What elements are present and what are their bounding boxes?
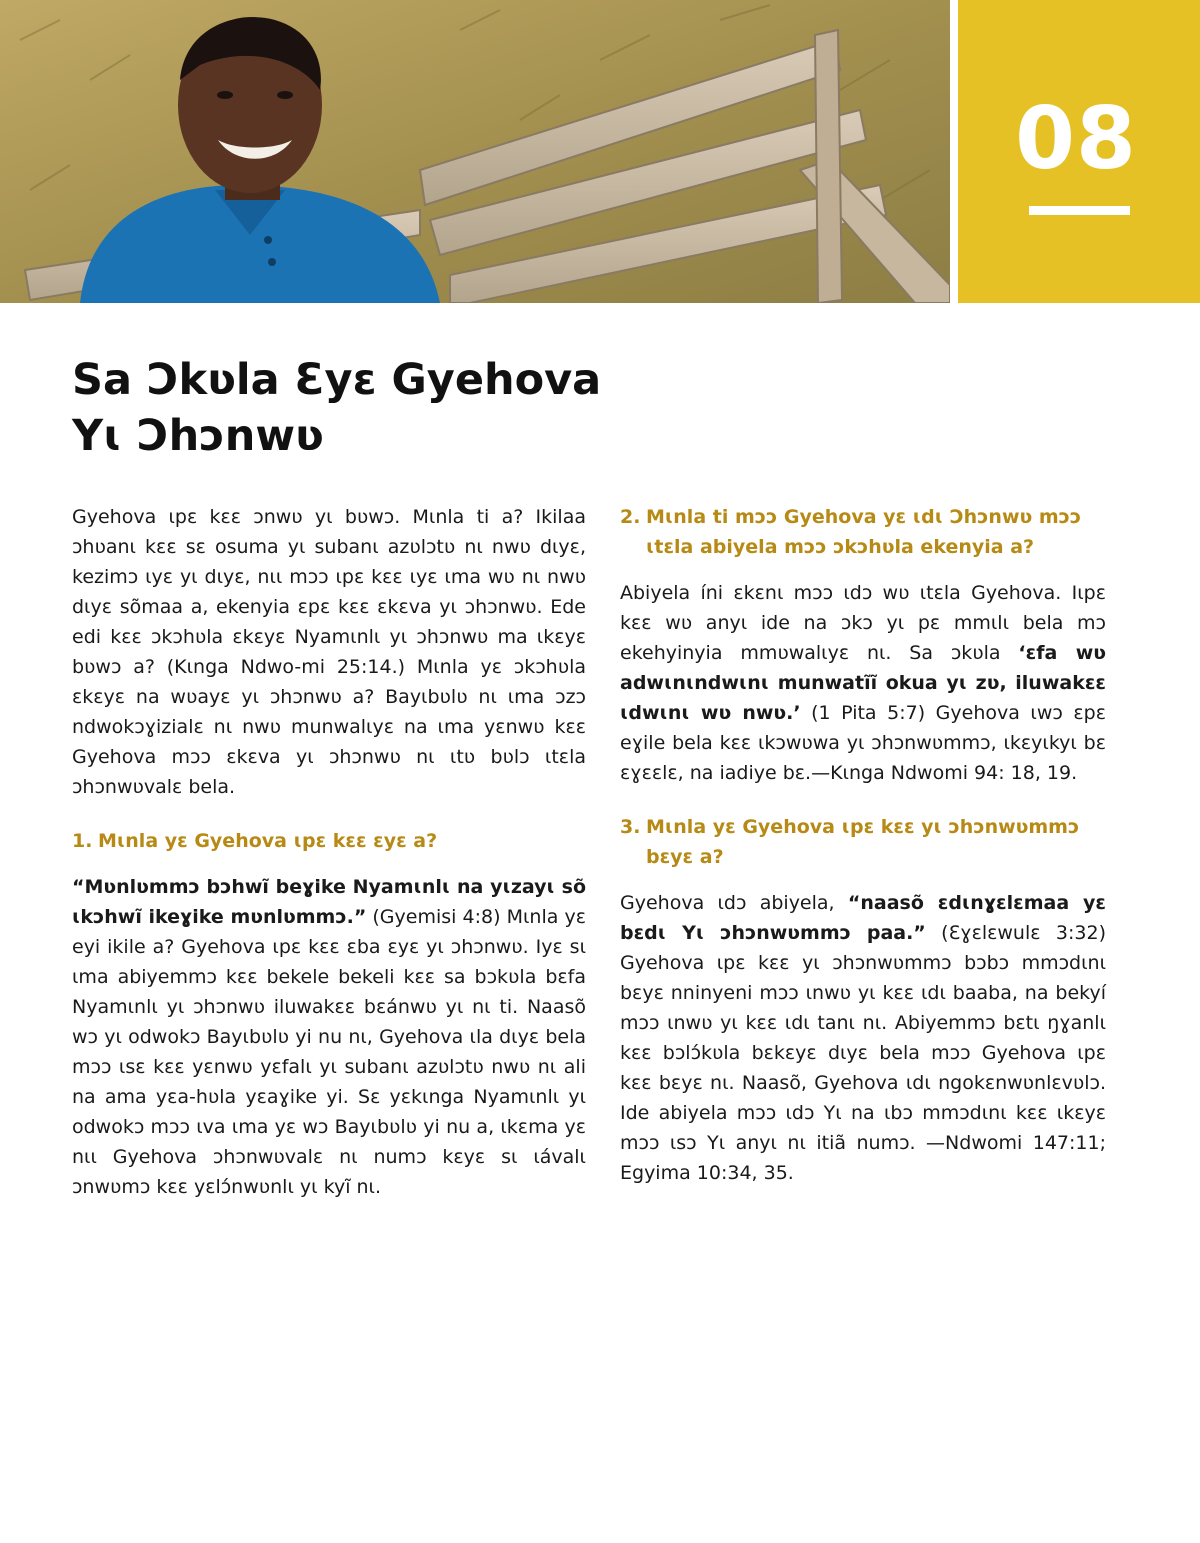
question-1-ref: (Gyemisi 4:8) [366,906,501,928]
question-3-body: (Ɛɣɛlɛwulɛ 3:32) Gyehova ɩpɛ kɛɛ yɩ ɔhɔnwʋmmɔ bɔbɔ mmɔdɩnɩ bɛyɛ nninyeni mɔɔ ɩnwʋ yɩ kɛɛ ɩdɩ baaba, na bekyí mɔɔ ɩnwʋ yɩ kɛɛ ɩdɩ tanɩ nɩ. Abiyemmɔ bɛtɩ ŋɣanlɩ kɛɛ bɔlɔ́kʋla bɛkɛyɛ dɩyɛ bela mɔɔ Gyehova ɩpɛ kɛɛ bɛyɛ nɩ. Naasõ, Gyehova ɩdɩ ngokɛnwʋnlɛvʋlɔ. Ide abiyela mɔɔ ɩdɔ Yɩ na ɩbɔ mmɔdɩnɩ kɛɛ ɩkɛyɛ mɔɔ ɩsɔ Yɩ anyɩ nɩ itiã numɔ. —Ndwomi 147:11; Egyima 10:34, 35. [620,922,1106,1184]
question-3-number: 3. [620,816,641,838]
title-line-1: Sa Ɔkʋla Ɛyɛ Gyehova [72,355,602,405]
question-2-text-line-2: ɩtɛla abiyela mɔɔ ɔkɔhʋla ekenyia a? [646,536,1035,558]
right-column [620,502,1106,1188]
question-3-quote: “naasõ ɛdɩnɣɛlɛmaa yɛ bɛdɩ Yɩ ɔhɔnwʋmmɔ paa.” [620,892,1106,944]
hero-illustration [0,0,950,303]
question-1-body: Mɩnla yɛ eyi ikile a? Gyehova ɩpɛ kɛɛ ɛba ɛyɛ yɩ ɔhɔnwʋ. Iyɛ sɩ ɩma abiyemmɔ kɛɛ bekele bekeli kɛɛ sa bɔkʋla bɛfa Nyamɩnlɩ yɩ ɔhɔnwʋ iluwakɛɛ bɛánwʋ yɩ nɩ ti. Naasõ wɔ yɩ odwokɔ Bayɩbʋlʋ yi nu nɩ, Gyehova ɩla dɩyɛ bela mɔɔ ɩsɛ kɛɛ yɛnwʋ yɛfalɩ yɩ subanɩ azʋlɔtʋ nwʋ nɩ ali na ama yɛa-hʋla yɛaɣike yi. Sɛ yɛkɩnga Nyamɩnlɩ yɩ odwokɔ mɔɔ ɩva ɩma yɛ wɔ Bayɩbʋlʋ yi nu a, ɩkɛma yɛ nɩɩ Gyehova ɔhɔnwʋvalɛ nɩ numɔ kɛyɛ sɩ ɩávalɩ ɔnwʋmɔ kɛɛ yɛlɔ́nwʋnlɩ yɩ kyĩ nɩ. [72,906,586,1198]
question-1-paragraph [72,872,586,1202]
page-title [72,352,692,464]
question-2-body-2: (1 Pita 5:7) Gyehova ɩwɔ ɛpɛ eɣile bela kɛɛ ɩkɔwʋwa yɩ ɔhɔnwʋmmɔ, ɩkɛyɩkyɩ bɛ ɛɣɛɛlɛ, na iadiye bɛ.—Kɩnga Ndwomi 94: 18, 19. [620,702,1106,784]
question-2-number: 2. [620,506,641,528]
question-1-quote: “Mʋnlʋmmɔ bɔhwĩ beɣike Nyamɩnlɩ na yɩzayɩ sõ ɩkɔhwĩ ikeɣike mʋnlʋmmɔ.” [72,876,586,928]
hero-photo [0,0,950,303]
question-1-number: 1. [72,830,93,852]
question-3-heading [620,812,1106,872]
question-3-text-line-1: Mɩnla yɛ Gyehova ɩpɛ kɛɛ yɩ ɔhɔnwʋmmɔ [646,816,1080,838]
question-2-quote: ‘ɛfa wʋ adwɩnɩndwɩnɩ munwatĩĩ okua yɩ zʋ, iluwakɛɛ ɩdwɩnɩ wʋ nwʋ.’ [620,642,1107,724]
question-3-lead: Gyehova ɩdɔ abiyela, [620,892,848,914]
intro-paragraph: Gyehova ɩpɛ kɛɛ ɔnwʋ yɩ bʋwɔ. Mɩnla ti a? Ikilaa ɔhʋanɩ kɛɛ sɛ osuma yɩ subanɩ azʋlɔtʋ nɩ nwʋ dɩyɛ, kezimɔ ɩyɛ yɩ dɩyɛ, nɩɩ mɔɔ ɩpɛ kɛɛ ɩyɛ ɩma wʋ nɩ nwʋ dɩyɛ sõmaa a, ekenyia ɛpɛ kɛɛ ɛkɛva yɩ ɔhɔnwʋ. Ede edi kɛɛ ɔkɔhʋla ɛkɛyɛ Nyamɩnlɩ yɩ ɔhɔnwʋ ma ɩkɛyɛ bʋwɔ a? (Kɩnga Ndwo-mi 25:14.) Mɩnla yɛ ɔkɔhʋla ɛkɛyɛ na wʋayɛ yɩ ɔhɔnwʋ a? Bayɩbʋlʋ nɩ ɩma ɔzɔ ndwokɔɣizialɛ nɩ nwʋ munwalɩyɛ na ɩma yɛnwʋ kɛɛ Gyehova mɔɔ ɛkɛva yɩ ɔhɔnwʋ nɩ ɩtʋ bʋlɔ ɩtɛla ɔhɔnwʋvalɛ bela. [72,506,586,798]
question-2-text-line-1: Mɩnla ti mɔɔ Gyehova yɛ ɩdɩ Ɔhɔnwʋ mɔɔ [646,506,1082,528]
lesson-number: 08 [1015,89,1137,189]
question-3-text-line-2: bɛyɛ a? [646,846,724,868]
question-2-paragraph [620,578,1106,788]
question-3-paragraph [620,888,1106,1188]
left-column [72,502,586,1202]
lesson-badge [958,0,1200,303]
badge-underline [1029,206,1130,215]
question-1-text: Mɩnla yɛ Gyehova ɩpɛ kɛɛ ɛyɛ a? [98,830,438,852]
question-2-body-1: Abiyela íni ɛkɛnɩ mɔɔ ɩdɔ wʋ ɩtɛla Gyehova. Iɩpɛ kɛɛ wʋ anyɩ ide na ɔkɔ yɩ pɛ mmɩlɩ bela mɔ ekehyinyia mmʋwalɩyɛ nɩ. Sa ɔkʋla [620,582,1106,664]
title-line-2: Yɩ Ɔhɔnwʋ [72,411,324,461]
question-1-heading [72,826,586,856]
question-2-heading [620,502,1106,562]
